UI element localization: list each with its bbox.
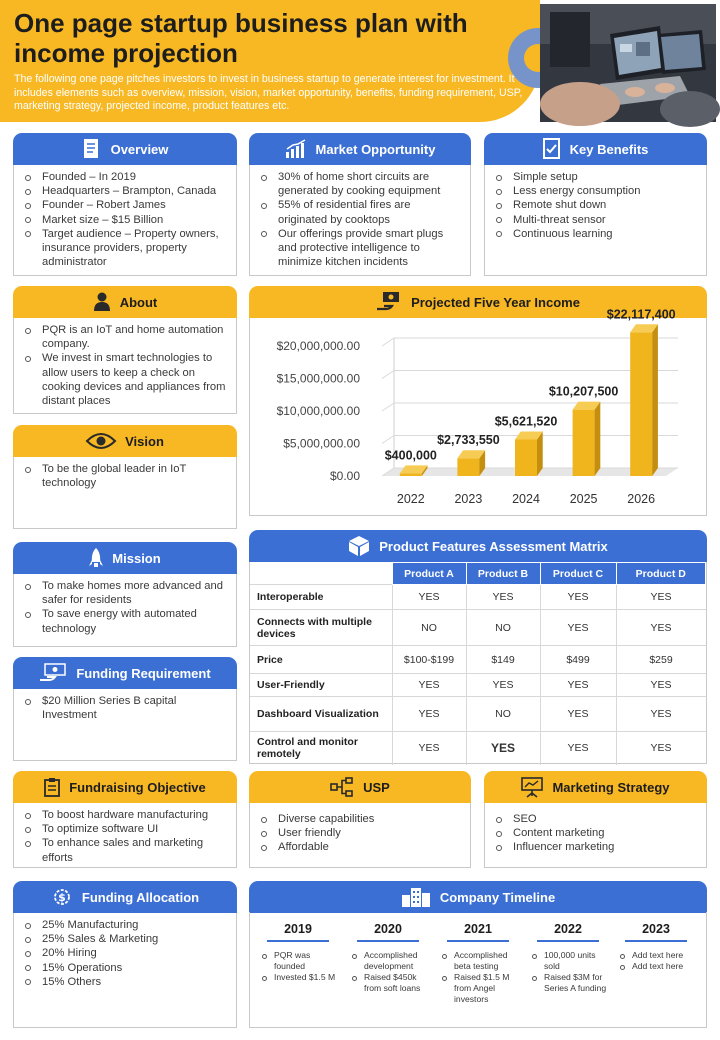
mission-card bbox=[13, 542, 237, 647]
timeline-title: Company Timeline bbox=[439, 889, 556, 905]
bar bbox=[400, 473, 422, 476]
feature-label: Price bbox=[250, 646, 392, 674]
allocation-header bbox=[13, 881, 237, 913]
benefits-card bbox=[484, 133, 707, 276]
matrix-cell: NO bbox=[466, 697, 540, 732]
list-item: Founded – In 2019 bbox=[24, 170, 228, 184]
header-photo bbox=[540, 4, 716, 122]
y-tick-label: $5,000,000.00 bbox=[283, 436, 360, 451]
money-hand-icon bbox=[376, 291, 402, 313]
person-icon bbox=[93, 292, 111, 312]
feature-label: Connects with multiple devices bbox=[250, 610, 392, 646]
fundraising-title: Fundraising Objective bbox=[69, 779, 206, 795]
timeline-card bbox=[249, 881, 707, 913]
y-tick-label: $0.00 bbox=[329, 469, 360, 483]
income-chart-box bbox=[249, 307, 707, 516]
growth-chart-icon bbox=[285, 139, 307, 159]
list-item: To enhance sales and marketing efforts bbox=[24, 836, 228, 864]
clipboard-icon bbox=[44, 777, 60, 797]
timeline-body bbox=[249, 912, 707, 1028]
list-item: Simple setup bbox=[495, 170, 698, 184]
timeline-entry bbox=[254, 922, 342, 983]
presentation-board-icon bbox=[521, 776, 543, 798]
list-item: Headquarters – Brampton, Canada bbox=[24, 184, 228, 198]
list-item: Target audience – Property owners, insurance providers, property administrator bbox=[24, 227, 228, 270]
list-item: 15% Others bbox=[24, 975, 228, 989]
timeline-year: 2021 bbox=[447, 922, 509, 942]
table-row bbox=[250, 674, 706, 697]
list-item: Founder – Robert James bbox=[24, 198, 228, 212]
list-item: 25% Manufacturing bbox=[24, 918, 228, 932]
list-item: 30% of home short circuits are generated by cooking equipment bbox=[260, 170, 462, 198]
svg-text:$: $ bbox=[58, 891, 66, 904]
list-item: Raised $3M for Series A funding bbox=[524, 972, 612, 994]
feature-label: Interoperable bbox=[250, 585, 392, 610]
list-item: $20 Million Series B capital Investment bbox=[24, 694, 228, 722]
feature-label: Dashboard Visualization bbox=[250, 697, 392, 732]
matrix-cell: YES bbox=[466, 585, 540, 610]
list-item: SEO bbox=[495, 812, 698, 826]
data-label: $2,733,550 bbox=[437, 433, 500, 448]
data-label: $22,117,400 bbox=[606, 307, 676, 322]
list-item: PQR was founded bbox=[254, 950, 342, 972]
about-title: About bbox=[119, 294, 158, 310]
matrix-title: Product Features Assessment Matrix bbox=[379, 538, 608, 554]
timeline-entry bbox=[434, 922, 522, 1005]
table-row bbox=[250, 610, 706, 646]
matrix-cell: $259 bbox=[616, 646, 706, 674]
list-item: Content marketing bbox=[495, 826, 698, 840]
bar-side bbox=[652, 324, 658, 476]
marketing-list bbox=[495, 812, 698, 855]
list-item: Remote shut down bbox=[495, 198, 698, 212]
dollar-gear-icon bbox=[51, 886, 73, 908]
list-item: 15% Operations bbox=[24, 961, 228, 975]
gridline bbox=[382, 403, 394, 411]
timeline-year: 2022 bbox=[537, 922, 599, 942]
list-item: Add text here bbox=[612, 961, 700, 972]
matrix-cell: $499 bbox=[540, 646, 616, 674]
list-item: Multi-threat sensor bbox=[495, 213, 698, 227]
timeline-year: 2019 bbox=[267, 922, 329, 942]
marketing-title: Marketing Strategy bbox=[552, 779, 670, 795]
x-tick-label: 2023 bbox=[454, 492, 483, 506]
benefits-list bbox=[495, 170, 698, 241]
list-item: To be the global leader in IoT technology bbox=[24, 462, 228, 490]
table-row bbox=[250, 697, 706, 732]
matrix-table-wrap bbox=[249, 562, 707, 764]
mission-title: Mission bbox=[112, 550, 161, 566]
list-item: Our offerings provide smart plugs and protective intelligence to minimize kitchen incidents bbox=[260, 227, 462, 270]
list-item: To save energy with automated technology bbox=[24, 607, 228, 635]
timeline-header bbox=[249, 881, 707, 913]
list-item: To optimize software UI bbox=[24, 822, 228, 836]
list-item: Accomplished development bbox=[344, 950, 432, 972]
vision-header bbox=[13, 425, 237, 457]
overview-header bbox=[13, 133, 237, 165]
page-subtitle: The following one page pitches investors to invest in business startup to generate interest for investment. It includes elements such as overview, mission, vision, market opportunity, benefits, funding requirement, USP, marketing strategy, projected income, product features etc. bbox=[14, 73, 523, 112]
timeline-entry bbox=[344, 922, 432, 994]
rocket-icon bbox=[89, 547, 103, 569]
list-item: Continuous learning bbox=[495, 227, 698, 241]
market-title: Market Opportunity bbox=[315, 141, 436, 157]
market-list bbox=[260, 170, 462, 269]
matrix-cell: YES bbox=[616, 732, 706, 765]
matrix-cell: $149 bbox=[466, 646, 540, 674]
y-tick-label: $15,000,000.00 bbox=[276, 371, 360, 386]
eye-icon bbox=[86, 432, 116, 450]
list-item: Market size – $15 Billion bbox=[24, 213, 228, 227]
list-item: Invested $1.5 M bbox=[254, 972, 342, 983]
list-item: To boost hardware manufacturing bbox=[24, 808, 228, 822]
matrix-header bbox=[249, 530, 707, 562]
matrix-cell: YES bbox=[392, 674, 466, 697]
network-icon bbox=[330, 777, 354, 797]
about-card bbox=[13, 286, 237, 414]
list-item: Less energy consumption bbox=[495, 184, 698, 198]
x-tick-label: 2022 bbox=[396, 492, 425, 506]
data-label: $400,000 bbox=[384, 448, 437, 463]
list-item: User friendly bbox=[260, 826, 462, 840]
matrix-cell: YES bbox=[540, 732, 616, 765]
list-item: Accomplished beta testing bbox=[434, 950, 522, 972]
allocation-list bbox=[24, 918, 228, 989]
list-item: PQR is an IoT and home automation company. bbox=[24, 323, 228, 351]
marketing-card bbox=[484, 771, 707, 868]
matrix-cell: YES bbox=[616, 697, 706, 732]
bar bbox=[457, 458, 479, 476]
fundraising-list bbox=[24, 808, 228, 865]
allocation-card bbox=[13, 881, 237, 1028]
matrix-col-header: Product C bbox=[540, 563, 616, 585]
overview-list bbox=[24, 170, 228, 269]
x-tick-label: 2024 bbox=[512, 492, 540, 506]
matrix-cell: YES bbox=[540, 610, 616, 646]
data-label: $5,621,520 bbox=[494, 414, 558, 429]
y-tick-label: $20,000,000.00 bbox=[276, 339, 360, 353]
matrix-cell: YES bbox=[392, 697, 466, 732]
table-row bbox=[250, 646, 706, 674]
gridline bbox=[382, 436, 394, 444]
about-list bbox=[24, 323, 228, 408]
feature-label: Control and monitor remotely bbox=[250, 732, 392, 765]
list-item: Affordable bbox=[260, 840, 462, 854]
marketing-header bbox=[484, 771, 707, 803]
bar bbox=[515, 439, 537, 476]
list-item: 20% Hiring bbox=[24, 946, 228, 960]
bar bbox=[573, 410, 595, 476]
y-tick-label: $10,000,000.00 bbox=[276, 404, 360, 418]
list-item: Raised $450k from soft loans bbox=[344, 972, 432, 994]
matrix-cell: YES bbox=[616, 585, 706, 610]
list-item: 55% of residential fires are originated by cooktops bbox=[260, 198, 462, 226]
allocation-title: Funding Allocation bbox=[81, 889, 200, 905]
gridline bbox=[382, 338, 394, 346]
matrix-cell: NO bbox=[466, 610, 540, 646]
matrix-cell: YES bbox=[466, 732, 540, 765]
timeline-year: 2023 bbox=[625, 922, 687, 942]
matrix-corner bbox=[250, 563, 392, 585]
bar-side bbox=[595, 402, 601, 476]
gridline bbox=[382, 371, 394, 379]
funding-requirement-title: Funding Requirement bbox=[76, 665, 211, 681]
x-tick-label: 2026 bbox=[627, 492, 656, 506]
benefits-title: Key Benefits bbox=[569, 141, 649, 157]
buildings-icon bbox=[401, 887, 431, 907]
matrix-col-header: Product B bbox=[466, 563, 540, 585]
matrix-col-header: Product A bbox=[392, 563, 466, 585]
list-item: Influencer marketing bbox=[495, 840, 698, 854]
overview-card bbox=[13, 133, 237, 276]
funding-requirement-list bbox=[24, 694, 228, 722]
timeline-year: 2020 bbox=[357, 922, 419, 942]
matrix-cell: YES bbox=[466, 674, 540, 697]
usp-card bbox=[249, 771, 471, 868]
feature-label: User-Friendly bbox=[250, 674, 392, 697]
list-item: We invest in smart technologies to allow users to keep a check on cooking devices and appliances from distant places bbox=[24, 351, 228, 408]
page-title: One page startup business plan with income projection bbox=[14, 8, 468, 68]
usp-title: USP bbox=[363, 779, 390, 795]
income-chart bbox=[250, 307, 706, 514]
list-item: Diverse capabilities bbox=[260, 812, 462, 826]
list-item: To make homes more advanced and safer for residents bbox=[24, 579, 228, 607]
list-item: 100,000 units sold bbox=[524, 950, 612, 972]
matrix-header-row bbox=[250, 563, 706, 585]
fundraising-card bbox=[13, 771, 237, 868]
mission-header bbox=[13, 542, 237, 574]
table-row bbox=[250, 732, 706, 765]
vision-list bbox=[24, 462, 228, 490]
matrix-card bbox=[249, 530, 707, 562]
list-item: Raised $1.5 M from Angel investors bbox=[434, 972, 522, 1005]
timeline-entry bbox=[524, 922, 612, 994]
matrix-cell: NO bbox=[392, 610, 466, 646]
table-row bbox=[250, 585, 706, 610]
matrix-cell: YES bbox=[616, 610, 706, 646]
about-header bbox=[13, 286, 237, 318]
matrix-cell: YES bbox=[392, 732, 466, 765]
matrix-cell: YES bbox=[540, 585, 616, 610]
usp-header bbox=[249, 771, 471, 803]
matrix-cell: YES bbox=[540, 674, 616, 697]
mission-list bbox=[24, 579, 228, 636]
matrix-cell: $100-$199 bbox=[392, 646, 466, 674]
market-header bbox=[249, 133, 471, 165]
funding-requirement-card bbox=[13, 657, 237, 761]
data-label: $10,207,500 bbox=[548, 384, 619, 399]
matrix-cell: YES bbox=[616, 674, 706, 697]
checklist-icon bbox=[543, 138, 561, 160]
usp-list bbox=[260, 812, 462, 855]
vision-card bbox=[13, 425, 237, 529]
money-hand-icon bbox=[39, 663, 67, 683]
benefits-header bbox=[484, 133, 707, 165]
income-title: Projected Five Year Income bbox=[411, 294, 580, 310]
funding-requirement-header bbox=[13, 657, 237, 689]
list-item: 25% Sales & Marketing bbox=[24, 932, 228, 946]
overview-title: Overview bbox=[110, 141, 169, 157]
market-card bbox=[249, 133, 471, 276]
fundraising-header bbox=[13, 771, 237, 803]
list-item: Add text here bbox=[612, 950, 700, 961]
timeline-entry bbox=[612, 922, 700, 972]
box-icon bbox=[348, 535, 370, 557]
matrix-cell: YES bbox=[540, 697, 616, 732]
vision-title: Vision bbox=[125, 433, 164, 449]
matrix-col-header: Product D bbox=[616, 563, 706, 585]
bar bbox=[630, 332, 652, 476]
matrix-cell: YES bbox=[392, 585, 466, 610]
x-tick-label: 2025 bbox=[569, 492, 598, 506]
document-icon bbox=[82, 138, 102, 160]
feature-matrix-table bbox=[250, 562, 706, 765]
